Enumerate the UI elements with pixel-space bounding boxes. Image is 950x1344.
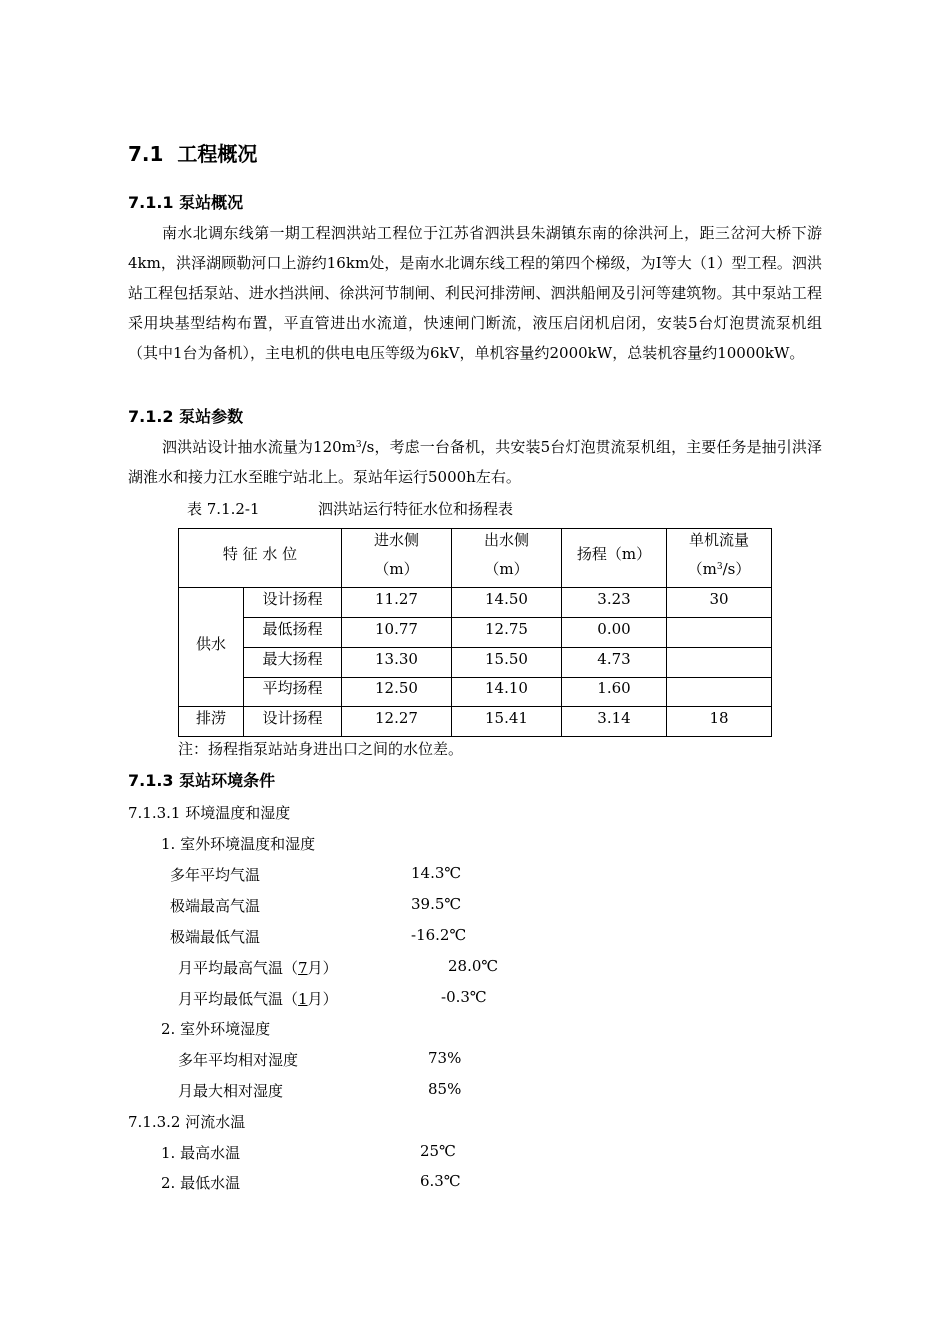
- humidity-label: 多年平均相对湿度: [178, 1051, 299, 1069]
- water-temp-value: 6.3℃: [420, 1172, 461, 1190]
- heading-7-1-1: 7.1.1 泵站概况: [128, 193, 244, 212]
- paragraph-parameters: [128, 432, 822, 492]
- heading-7-1-3: 7.1.3 泵站环境条件: [128, 771, 276, 790]
- monthly-month: 1: [298, 990, 308, 1008]
- header-inlet-a: 进水侧: [373, 531, 419, 549]
- row-inlet: 12.50: [375, 679, 418, 697]
- temp-label: 极端最高气温: [170, 897, 261, 915]
- header-inlet-b: （m）: [374, 560, 419, 578]
- overview-text: 南水北调东线第一期工程泗洪站工程位于江苏省泗洪县朱湖镇东南的徐洪河上，距三岔河大桥下游4km，洪泽湖顾勒河口上游约16km处，是南水北调东线工程的第四个梯级，为Ⅰ等大（1）型工程。泗洪站工程包括泵站、进水挡洪闸、徐洪河节制闸、利民河排涝闸、泗洪船闸及引河等建筑物。其中泵站工程采用块基型结构布置，平直管进出水流道，快速闸门断流，液压启闭机启闭，安装5台灯泡贯流泵机组（其中1台为备机），主电机的供电电压等级为6kV，单机容量约2000kW，总装机容量约10000kW。: [128, 224, 822, 362]
- row-head: 0.00: [597, 620, 631, 638]
- heading-7-1-2: 7.1.2 泵站参数: [128, 407, 244, 426]
- monthly-label-a: 月平均最高气温（: [178, 959, 299, 977]
- parameters-text-a: 泗洪站设计抽水流量为120m: [162, 438, 356, 456]
- humidity-value: 85%: [428, 1080, 462, 1098]
- row-head: 3.23: [597, 590, 631, 608]
- header-flow-a: 单机流量: [688, 531, 749, 549]
- section-title-text: 工程概况: [177, 142, 258, 166]
- header-flow-b-pre: （m: [687, 560, 717, 578]
- parameters-text: [128, 432, 822, 492]
- group-supply: 供水: [195, 635, 226, 653]
- water-temp-label: 1. 最高水温: [161, 1144, 241, 1162]
- temp-label: 多年平均气温: [170, 866, 261, 884]
- group-drain: 排涝: [195, 709, 226, 727]
- subheading-7-1-3-2: 7.1.3.2 河流水温: [128, 1113, 246, 1131]
- parameters-sup: 3: [355, 440, 362, 450]
- monthly-label: [178, 988, 338, 1009]
- temp-label: 极端最低气温: [170, 928, 261, 946]
- section-title: [128, 138, 257, 167]
- monthly-label: [178, 957, 338, 978]
- header-flow-b-sup: 3: [716, 562, 723, 572]
- row-flow: 30: [709, 590, 729, 608]
- row-head: 4.73: [597, 650, 631, 668]
- row-name: 最大扬程: [262, 650, 323, 668]
- row-outlet: 14.10: [485, 679, 528, 697]
- monthly-label-a: 月平均最低气温（: [178, 990, 299, 1008]
- row-inlet: 11.27: [375, 590, 418, 608]
- header-flow-b-post: /s）: [722, 560, 751, 578]
- humidity-label: 月最大相对湿度: [178, 1082, 284, 1100]
- row-name: 设计扬程: [262, 709, 323, 727]
- header-outlet-a: 出水侧: [483, 531, 529, 549]
- parameters-text-b: /s，考虑一台备机，共安装5台灯泡贯流泵机组，主要任务是抽引洪泽湖淮水和接力江水至睢宁站北上。泵站年运行5000h左右。: [128, 438, 822, 486]
- header-flow-b: [667, 555, 771, 583]
- row-head: 3.14: [597, 709, 631, 727]
- row-inlet: 10.77: [375, 620, 418, 638]
- row-inlet: 12.27: [375, 709, 418, 727]
- row-name: 最低扬程: [262, 620, 323, 638]
- header-outlet-b: （m）: [484, 560, 529, 578]
- row-outlet: 14.50: [485, 590, 528, 608]
- row-head: 1.60: [597, 679, 631, 697]
- water-temp-label: 2. 最低水温: [161, 1174, 241, 1192]
- row-outlet: 15.41: [485, 709, 528, 727]
- table-note: 注：扬程指泵站站身进出口之间的水位差。: [178, 740, 464, 758]
- item-outdoor-humidity: 2. 室外环境湿度: [161, 1020, 271, 1038]
- water-temp-value: 25℃: [420, 1142, 456, 1160]
- subheading-7-1-3-1: 7.1.3.1 环境温度和湿度: [128, 804, 291, 822]
- header-feature: 特 征 水 位: [222, 545, 298, 563]
- temp-value: -16.2℃: [411, 926, 467, 944]
- row-flow: 18: [709, 709, 729, 727]
- section-number: 7.1: [128, 142, 164, 166]
- monthly-label-b: 月）: [307, 959, 338, 977]
- row-outlet: 12.75: [485, 620, 528, 638]
- humidity-value: 73%: [428, 1049, 462, 1067]
- header-head: 扬程（m）: [576, 545, 652, 563]
- temp-value: 39.5℃: [411, 895, 462, 913]
- row-inlet: 13.30: [375, 650, 418, 668]
- row-name: 平均扬程: [262, 679, 323, 697]
- row-outlet: 15.50: [485, 650, 528, 668]
- monthly-label-b: 月）: [307, 990, 338, 1008]
- table-number: 表 7.1.2-1: [187, 500, 260, 518]
- monthly-month: 7: [298, 959, 308, 977]
- item-outdoor-temp-humidity: 1. 室外环境温度和湿度: [161, 835, 316, 853]
- table-title: 泗洪站运行特征水位和扬程表: [318, 500, 514, 518]
- temp-value: 14.3℃: [411, 864, 462, 882]
- paragraph-overview: [128, 218, 822, 368]
- row-name: 设计扬程: [262, 590, 323, 608]
- monthly-value: -0.3℃: [441, 988, 487, 1006]
- monthly-value: 28.0℃: [448, 957, 499, 975]
